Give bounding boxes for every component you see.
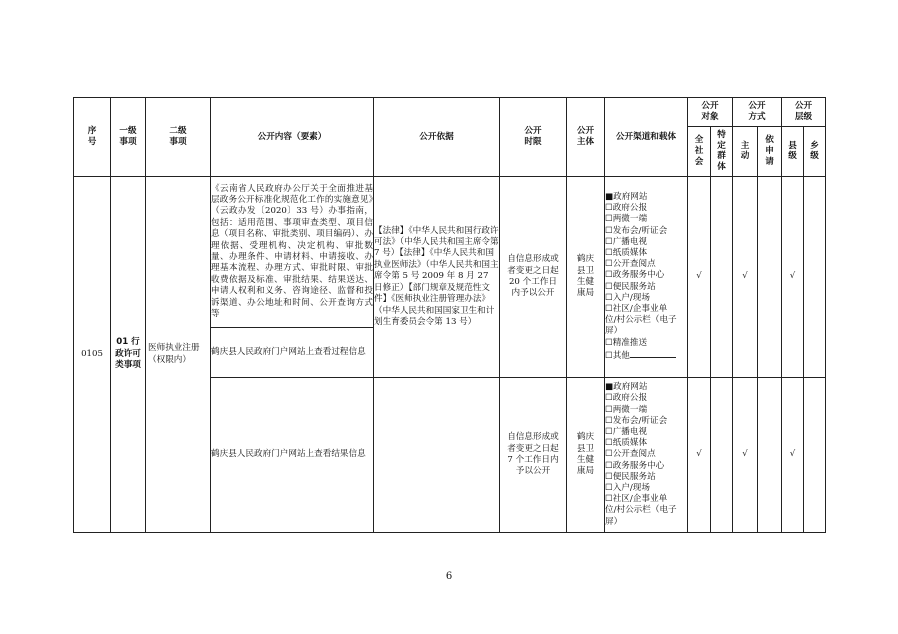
header-method: 公开方式 <box>733 98 782 127</box>
header-level2: 二级事项 <box>146 98 211 177</box>
subject-2: 鹤庆县卫生健康局 <box>567 378 605 533</box>
channel-item: ☐便民服务站 <box>605 471 656 482</box>
subject-1: 鹤庆县卫生健康局 <box>567 177 605 378</box>
page-number: 6 <box>445 571 453 582</box>
channel-list-1 <box>605 177 688 378</box>
channel-item: ☐入户/现场 <box>605 292 650 303</box>
channel-item: ☐纸质媒体 <box>605 247 648 258</box>
channel-item: ☐两微一端 <box>605 214 648 225</box>
header-basis: 公开依据 <box>374 98 500 177</box>
check-level-county-1: √ <box>782 177 804 378</box>
channel-item: 位/村公示栏（电子 <box>605 505 677 516</box>
header-channel: 公开渠道和载体 <box>605 98 688 177</box>
empty-level-township-1 <box>804 177 826 378</box>
content-guide: 《云南省人民政府办公厅关于全面推进基层政务公开标准化规范化工作的实施意见》（云政办发〔2020〕33 号）办事指南，包括：适用范围、事项审查类型、项目信息（项目名称、审批类别、项目编码）、办理依据、受理机构、决定机构、审批数量、办理条件、申请材料、申请接收、办理基本流程、办理方式、审批时限、审批收费依据及标准、审批结果、结果送达、申请人权利和义务、咨询途径、监督和投诉渠道、办公地址和时间、公开查询方式等 <box>211 177 374 328</box>
header-level1: 一级事项 <box>111 98 146 177</box>
header-content: 公开内容（要素） <box>211 98 374 177</box>
empty-target-specific-1 <box>711 177 733 378</box>
row-level1: 01 行政许可类事项 <box>111 177 146 533</box>
channel-item: ☐发布会/听证会 <box>605 415 668 426</box>
header-level-township: 乡级 <box>804 127 826 177</box>
table-row <box>74 177 826 328</box>
header-subject: 公开主体 <box>567 98 605 177</box>
check-method-active-2: √ <box>733 378 758 533</box>
empty-method-request-2 <box>758 378 782 533</box>
check-level-county-2: √ <box>782 378 804 533</box>
content-result-info: 鹤庆县人民政府门户网站上查看结果信息 <box>211 378 374 533</box>
check-target-all-1: √ <box>688 177 711 378</box>
channel-item: ☐发布会/听证会 <box>605 225 668 236</box>
time-limit-1: 自信息形成或者变更之日起 20 个工作日内予以公开 <box>500 177 567 378</box>
basis-continued <box>374 378 500 533</box>
channel-item: 位/村公示栏（电子 <box>605 315 677 326</box>
header-target-specific: 特定群体 <box>711 127 733 177</box>
header-row-top <box>74 98 826 127</box>
row-seq: 0105 <box>74 177 111 533</box>
header-time-limit: 公开时限 <box>500 98 567 177</box>
blank-line <box>630 349 676 358</box>
header-method-active: 主动 <box>733 127 758 177</box>
channel-item: ☐社区/企事业单 <box>605 304 668 314</box>
channel-item: ☐精准推送 <box>605 337 648 348</box>
check-method-active-1: √ <box>733 177 758 378</box>
channel-item: ☐政府公报 <box>605 393 648 404</box>
channel-item: ☐公开查阅点 <box>605 449 656 460</box>
disclosure-table <box>73 97 826 533</box>
channel-item: ☐广播电视 <box>605 426 648 437</box>
channel-list-2 <box>605 378 688 533</box>
channel-item: ☐两微一端 <box>605 404 648 415</box>
row-level2: 医师执业注册（权限内） <box>146 177 211 533</box>
empty-target-specific-2 <box>711 378 733 533</box>
channel-item: ☐广播电视 <box>605 236 648 247</box>
channel-item: ☐纸质媒体 <box>605 438 648 449</box>
header-level: 公开层级 <box>782 98 826 127</box>
check-target-all-2: √ <box>688 378 711 533</box>
content-process-info: 鹤庆县人民政府门户网站上查看过程信息 <box>211 328 374 378</box>
header-target-all: 全社会 <box>688 127 711 177</box>
empty-level-township-2 <box>804 378 826 533</box>
channel-item: ☐政务服务中心 <box>605 460 665 471</box>
channel-item: ■政府网站 <box>605 191 648 202</box>
channel-item: 屏） <box>605 326 623 337</box>
header-target: 公开对象 <box>688 98 733 127</box>
channel-item: ☐政府公报 <box>605 203 648 214</box>
channel-item: 屏） <box>605 516 623 527</box>
header-method-request: 依申请 <box>758 127 782 177</box>
basis-cell: 【法律】《中华人民共和国行政许可法》（中华人民共和国主席令第 7 号）【法律】《中华人民共和国执业医师法》（中华人民共和国主席令第 5 号 2009 年 8 月 27 日修正）【部门规章及规范性文件】《医师执业注册管理办法》（中华人民共和国国家卫生和计划生育委员会令第 13 号） <box>374 177 500 378</box>
time-limit-2: 自信息形成或者变更之日起 7 个工作日内予以公开 <box>500 378 567 533</box>
channel-item: ☐入户/现场 <box>605 483 650 493</box>
channel-item: ☐便民服务站 <box>605 281 656 292</box>
channel-item: ☐公开查阅点 <box>605 259 656 270</box>
channel-item: ☐社区/企事业单 <box>605 494 668 505</box>
channel-item: ■政府网站 <box>605 382 648 393</box>
header-level-county: 县级 <box>782 127 804 177</box>
channel-item: ☐政务服务中心 <box>605 270 665 281</box>
header-seq: 序号 <box>74 98 111 177</box>
channel-item: ☐其他 <box>605 349 687 362</box>
empty-method-request-1 <box>758 177 782 378</box>
